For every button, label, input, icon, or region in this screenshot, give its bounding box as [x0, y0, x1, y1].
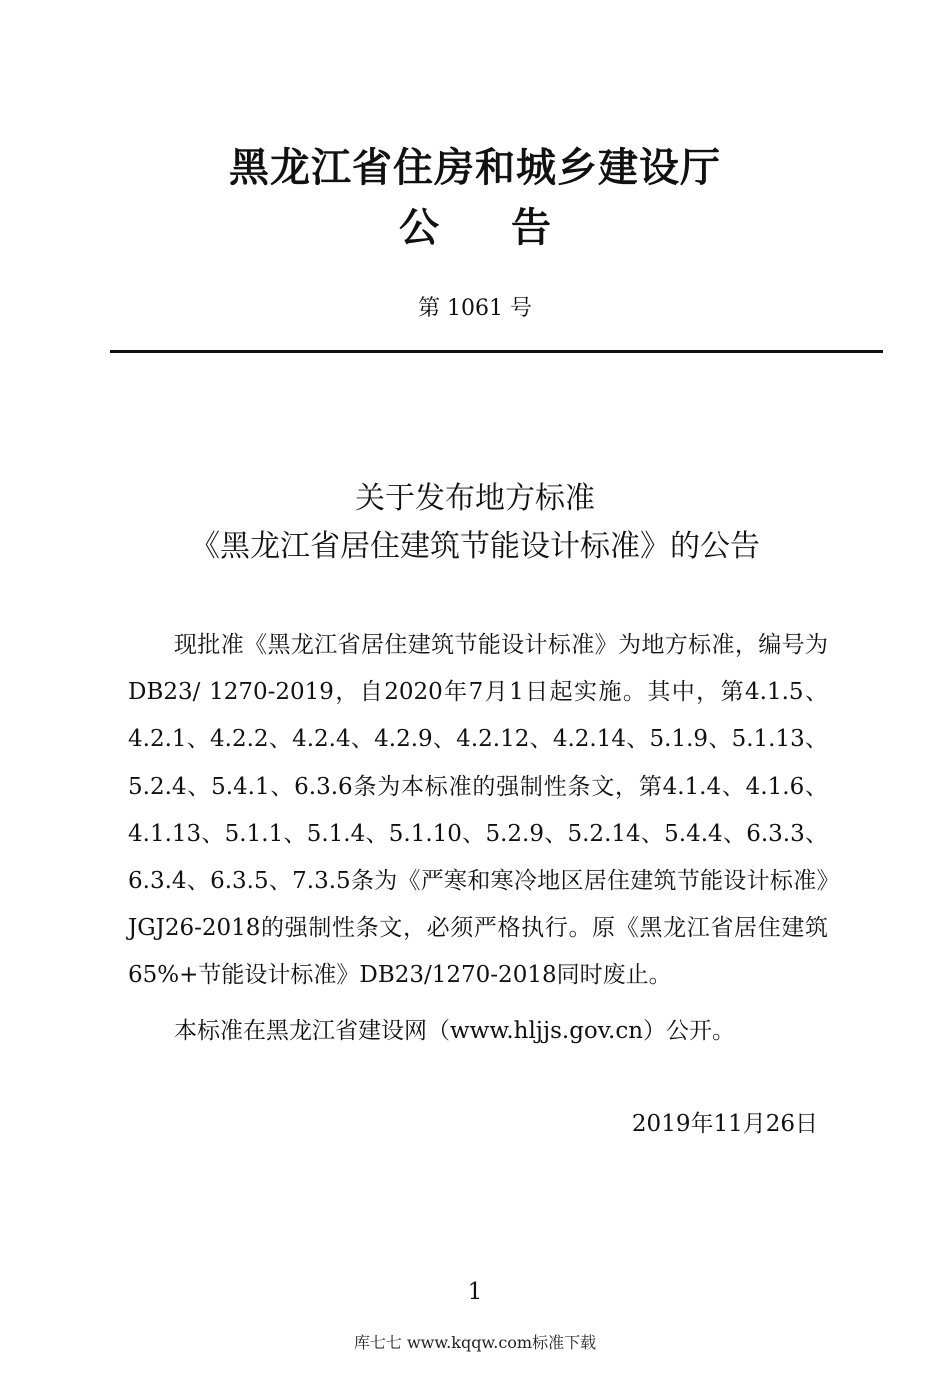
document-type-heading: 公告	[399, 205, 623, 251]
page-number: 1	[467, 1279, 483, 1305]
body-paragraph-1-text: 现批准《黑龙江省居住建筑节能设计标准》为地方标准，编号为DB23/ 1270-2019，自2020年7月1日起实施。其中，第4.1.5、4.2.1、4.2.2、4.2.4、4.2.9、4.2.12、4.2.14、5.1.9、5.1.13、5.2.4、5.4.1、6.3.6条为本标准的强制性条文，第4.1.4、4.1.6、4.1.13、5.1.1、5.1.4、5.1.10、5.2.9、5.2.14、5.4.4、6.3.3、6.3.4、6.3.5、7.3.5条为《严寒和寒冷地区居住建筑节能设计标准》JGJ26-2018的强制性条文，必须严格执行。原《黑龙江省居住建筑65%+节能设计标准》DB23/1270-2018同时废止。	[128, 632, 828, 989]
footer-watermark: 库七七 www.kqqw.com标准下载	[353, 1333, 597, 1352]
body-paragraph-2: 本标准在黑龙江省建设网（www.hljjs.gov.cn）公开。	[174, 1018, 736, 1044]
announcement-title-line-2: 《黑龙江省居住建筑节能设计标准》的公告	[190, 529, 760, 564]
announcement-title-line-1: 关于发布地方标准	[355, 481, 595, 516]
body-paragraph-1	[128, 622, 828, 1000]
issue-date: 2019年11月26日	[631, 1111, 818, 1137]
header-divider	[110, 350, 883, 353]
issuer-heading: 黑龙江省住房和城乡建设厅	[229, 145, 721, 191]
document-number: 第 1061 号	[418, 296, 532, 321]
